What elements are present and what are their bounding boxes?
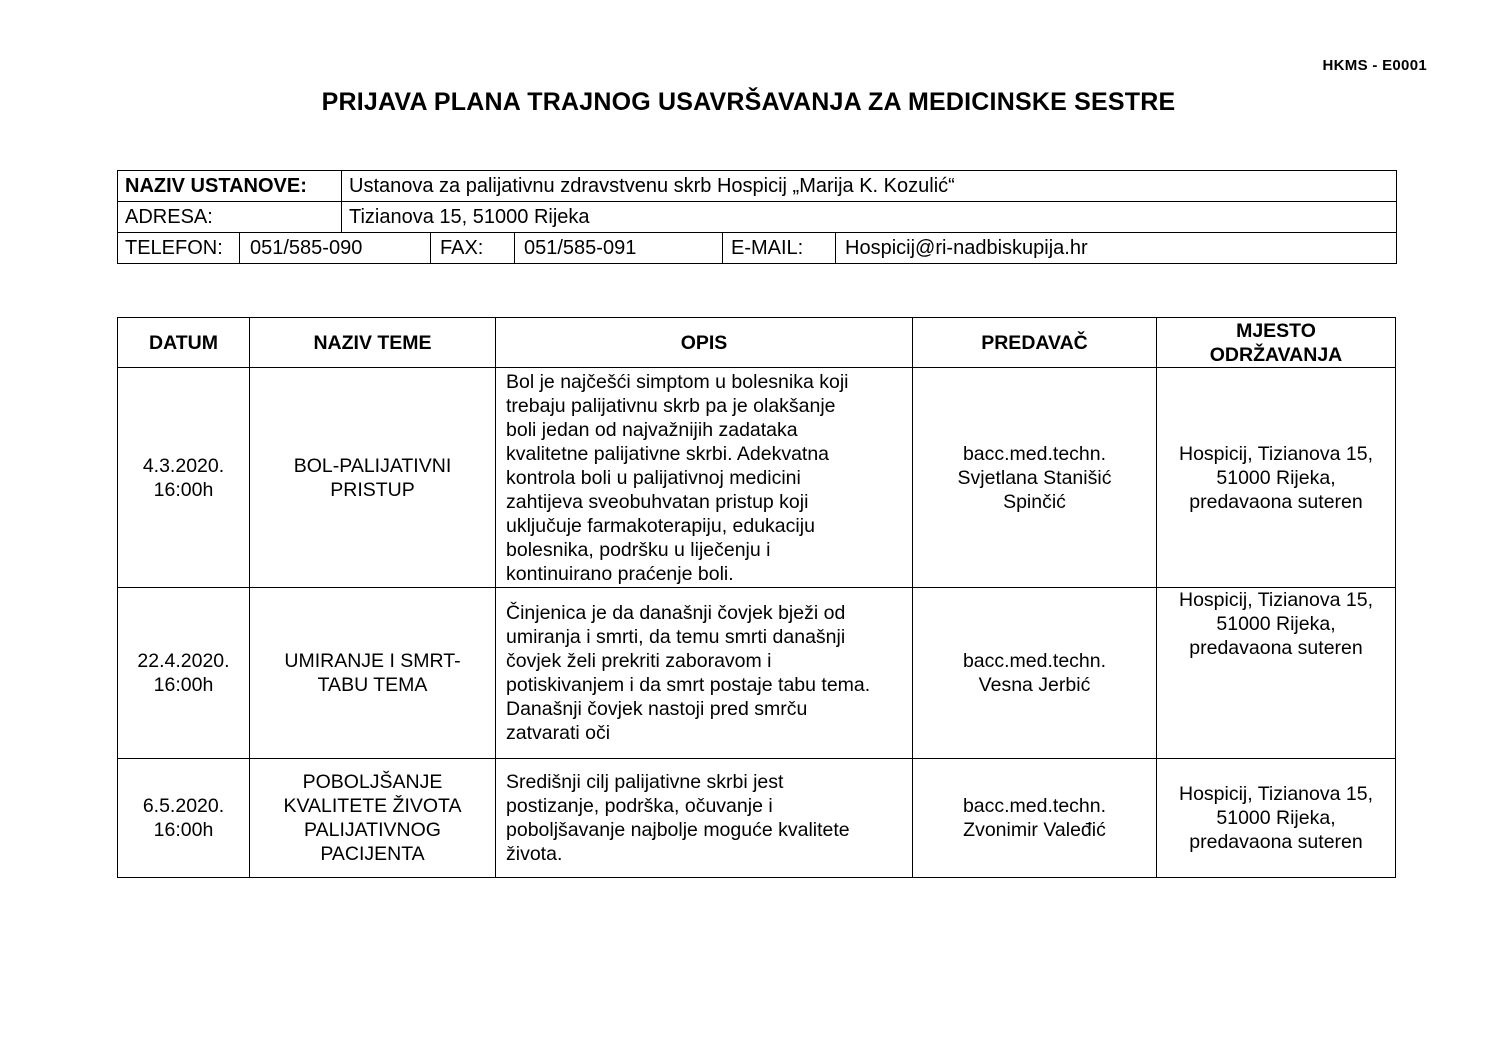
education-plan-table <box>117 317 1396 878</box>
email-label: E-MAIL: <box>723 233 836 263</box>
institution-contact-cell <box>118 233 1397 264</box>
header-mjesto: MJESTO ODRŽAVANJA <box>1157 318 1396 368</box>
row-datum: 4.3.2020. 16:00h <box>118 368 250 588</box>
institution-name-value: Ustanova za palijativnu zdravstvenu skrb Hospicij „Marija K. Kozulić“ <box>342 171 1397 202</box>
phone-label: TELEFON: <box>118 233 240 263</box>
document-code: HKMS - E0001 <box>1322 57 1427 74</box>
institution-address-row <box>118 202 1397 233</box>
institution-name-label: NAZIV USTANOVE: <box>118 171 342 202</box>
phone-value: 051/585-090 <box>240 233 431 263</box>
row-tema: UMIRANJE I SMRT- TABU TEMA <box>250 588 496 759</box>
row-opis: Središnji cilj palijativne skrbi jest postizanje, podrška, očuvanje i poboljšavanje najbolje moguće kvalitete života. <box>496 759 913 878</box>
header-naziv-teme: NAZIV TEME <box>250 318 496 368</box>
row-opis: Činjenica je da današnji čovjek bježi od umiranja i smrti, da temu smrti današnji čovjek želi prekriti zaboravom i potiskivanjem i da smrt postaje tabu tema. Današnji čovjek nastoji pred smrču zatvarati oči <box>496 588 913 759</box>
header-datum: DATUM <box>118 318 250 368</box>
institution-address-value: Tizianova 15, 51000 Rijeka <box>342 202 1397 233</box>
row-mjesto: Hospicij, Tizianova 15, 51000 Rijeka, predavaona suteren <box>1157 759 1396 878</box>
fax-value: 051/585-091 <box>515 233 723 263</box>
row-opis: Bol je najčešći simptom u bolesnika koji trebaju palijativnu skrb pa je olakšanje boli jedan od najvažnijih zadataka kvalitetne palijativne skrbi. Adekvatna kontrola boli u palijativnoj medicini zahtijeva sveobuhvatan pristup koji uključuje farmakoterapiju, edukaciju bolesnika, podršku u liječenju i kontinuirano praćenje boli. <box>496 368 913 588</box>
row-mjesto: Hospicij, Tizianova 15, 51000 Rijeka, predavaona suteren <box>1157 368 1396 588</box>
fax-label: FAX: <box>431 233 515 263</box>
row-predavac: bacc.med.techn. Zvonimir Valeđić <box>913 759 1157 878</box>
institution-contact-row <box>118 233 1397 264</box>
contact-subtable <box>118 233 1396 263</box>
plan-header-row <box>118 318 1396 368</box>
institution-name-row <box>118 171 1397 202</box>
institution-address-label: ADRESA: <box>118 202 342 233</box>
row-mjesto: Hospicij, Tizianova 15, 51000 Rijeka, predavaona suteren <box>1157 588 1396 759</box>
page-title: PRIJAVA PLANA TRAJNOG USAVRŠAVANJA ZA MEDICINSKE SESTRE <box>321 88 1176 116</box>
row-tema: BOL-PALIJATIVNI PRISTUP <box>250 368 496 588</box>
header-opis: OPIS <box>496 318 913 368</box>
row-tema: POBOLJŠANJE KVALITETE ŽIVOTA PALIJATIVNOG PACIJENTA <box>250 759 496 878</box>
row-predavac: bacc.med.techn. Svjetlana Stanišić Spinčić <box>913 368 1157 588</box>
row-predavac: bacc.med.techn. Vesna Jerbić <box>913 588 1157 759</box>
email-value: Hospicij@ri-nadbiskupija.hr <box>845 237 1088 259</box>
table-row <box>118 588 1396 759</box>
table-row <box>118 759 1396 878</box>
row-datum: 6.5.2020. 16:00h <box>118 759 250 878</box>
header-predavac: PREDAVAČ <box>913 318 1157 368</box>
table-row <box>118 368 1396 588</box>
row-datum: 22.4.2020. 16:00h <box>118 588 250 759</box>
institution-info-table <box>117 170 1397 264</box>
